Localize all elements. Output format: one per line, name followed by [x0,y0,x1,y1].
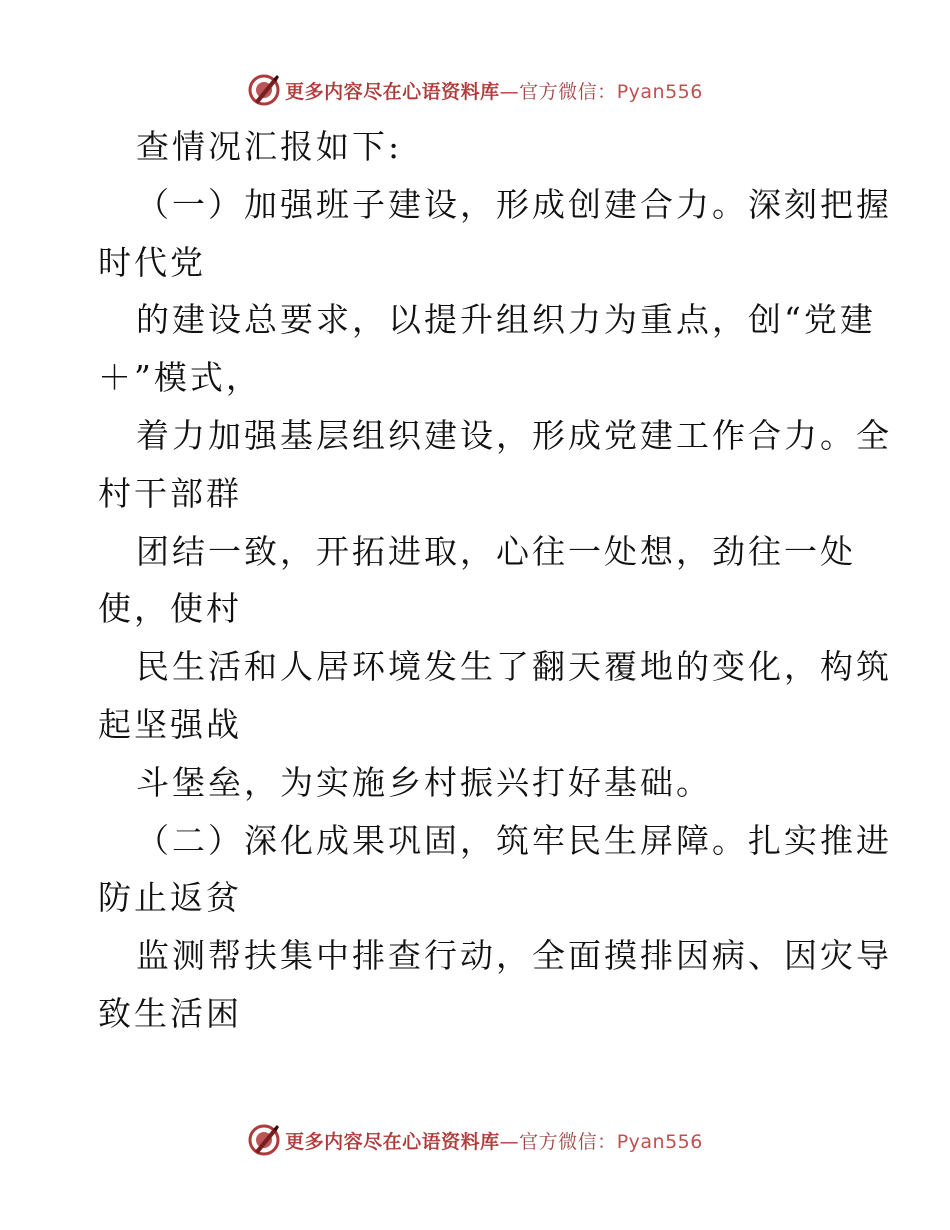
watermark-separator: — [499,80,520,103]
paragraph-line: 防止返贫 [98,878,242,918]
paragraph-line: 使，使村 [98,589,242,629]
footer-watermark [0,1120,950,1160]
paragraph-line: 团结一致，开拓进取，心往一处想，劲往一处 [136,531,856,571]
pen-seal-logo-icon [247,73,281,107]
watermark-sub-text: 官方微信： [519,80,617,103]
watermark-main-text: 更多内容尽在心语资料库 [285,1130,500,1153]
header-watermark [0,70,950,110]
watermark-text [285,77,703,104]
paragraph-line: 查情况汇报如下: [136,127,403,166]
paragraph-line: （一）加强班子建设，形成创建合力。深刻把握 [136,184,892,224]
paragraph-line: 起坚强战 [98,704,242,744]
paragraph-line: 监测帮扶集中排查行动，全面摸排因病、因灾导 [136,936,892,976]
watermark-wechat-id: Pyan556 [616,1130,703,1153]
watermark-separator: — [499,1130,520,1153]
paragraph-line: 的建设总要求，以提升组织力为重点，创“党建 [136,300,876,340]
paragraph-line: （二）深化成果巩固，筑牢民生屏障。扎实推进 [136,820,892,860]
watermark-sub-text: 官方微信： [519,1130,617,1153]
paragraph-line: 时代党 [98,242,206,282]
watermark-text [285,1127,703,1154]
pen-seal-logo-icon [247,1123,281,1157]
document-body [98,118,892,1043]
paragraph-line: ＋”模式， [98,358,262,398]
paragraph-line: 村干部群 [98,473,242,513]
paragraph-line: 斗堡垒，为实施乡村振兴打好基础。 [136,762,712,802]
paragraph-line: 着力加强基层组织建设，形成党建工作合力。全 [136,415,892,455]
paragraph-line: 民生活和人居环境发生了翻天覆地的变化，构筑 [136,647,892,687]
paragraph-line: 致生活困 [98,993,242,1033]
watermark-wechat-id: Pyan556 [616,80,703,103]
watermark-main-text: 更多内容尽在心语资料库 [285,80,500,103]
